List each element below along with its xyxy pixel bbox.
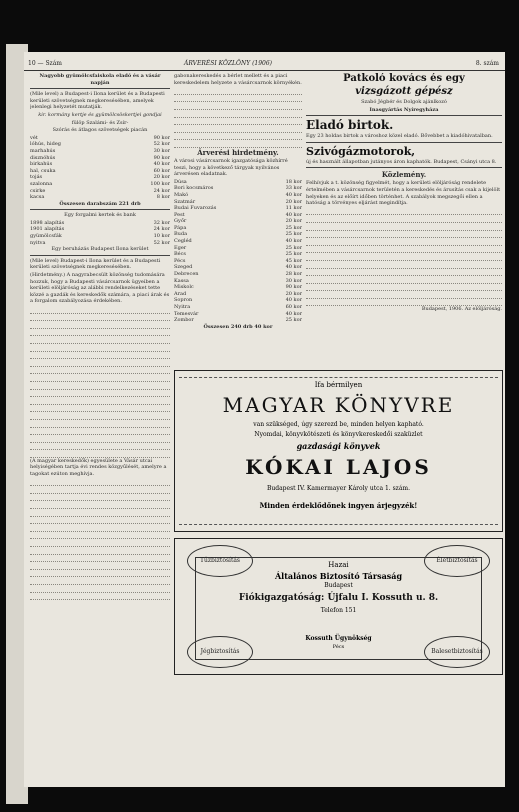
notice-title: Közlemény. <box>381 170 427 180</box>
row-value: 40 kor <box>153 161 170 168</box>
row-label: Győr <box>174 218 187 225</box>
table-row <box>30 161 170 168</box>
table-row <box>174 271 302 278</box>
corner-fire: Tűzbiztosítás <box>187 545 253 577</box>
table-row <box>174 317 302 324</box>
table-row <box>30 188 170 195</box>
row-value: 30 kor <box>153 147 170 154</box>
ad1-text: Szabó Jégbér és Dolgok ajánlkozó <box>361 99 447 105</box>
insurance-ad <box>174 538 503 675</box>
row-value: 10 kor <box>153 233 170 240</box>
row-value: 18 kor <box>285 178 302 185</box>
bank-table <box>30 220 170 246</box>
table-row <box>174 231 302 238</box>
row-label: birkahús <box>30 161 53 168</box>
left-mile: (Mile level) a Budapest-i Ilona kerület és a Budapesti kerületi szövetségnek megkeresésében, amelyek jelenlegi helyzetét mutatják. <box>30 91 165 111</box>
row-value: 60 kor <box>285 304 302 310</box>
table-row <box>174 304 302 311</box>
row-label: Sopron <box>174 297 193 304</box>
ins-footer2: Pécs <box>332 644 345 650</box>
row-value: 90 kor <box>285 284 302 291</box>
row-value: 8 kor <box>156 194 170 201</box>
row-label: Pécs <box>174 257 186 264</box>
book-ad-line1: van szükséged, úgy szerezd be, minden helyen kapható. <box>253 421 424 428</box>
issue-number: 8. szám <box>475 60 499 67</box>
table-row <box>174 205 302 212</box>
row-value: 90 kor <box>153 154 170 161</box>
book-ad-top: Ifa bérmilyen <box>314 381 363 389</box>
row-value: 40 kor <box>285 297 302 304</box>
table-row <box>174 192 302 199</box>
row-label: nyitva <box>30 239 46 246</box>
ad1-title: Patkoló kovács és egy <box>343 73 465 84</box>
row-value: 25 kor <box>285 224 302 231</box>
row-label: Buda <box>174 231 188 238</box>
ins-center-small: Budapest <box>324 582 353 589</box>
table-row <box>174 284 302 291</box>
row-label: Dúsa <box>174 178 187 185</box>
left-notice: (Hirdetmény.) A nagyrabecsült közönség tudomására hozzuk, hogy a Budapesti vásárcsarnok ügyeiben a kerületi elöljáróság az alábbi rendelkezéseket tette közzé a gazdák és kereskedők számára, a piaci árak és a forgalom szabályozása érdekében. <box>30 272 170 305</box>
row-value: 40 kor <box>285 310 302 317</box>
row-label: Miskolc <box>174 284 194 291</box>
corner-life: Életbiztosítás <box>424 545 490 577</box>
row-label: szalonna <box>30 180 53 187</box>
ad1-text2: Inasgyártás Nyíregyháza <box>369 106 439 113</box>
row-label: Zombor <box>174 317 194 324</box>
table-row <box>174 264 302 271</box>
row-value: 20 kor <box>285 218 302 225</box>
table-row <box>174 225 302 232</box>
row-value: 40 kor <box>285 211 302 218</box>
ad2-title: Eladó birtok. <box>306 118 394 133</box>
total-b: Egy beruházás Budapest Ilona kerület <box>51 246 149 253</box>
row-label: vét <box>30 134 38 141</box>
table-row <box>30 141 170 148</box>
mid-total: Összesen 240 drb 40 kor <box>203 323 273 330</box>
row-label: Makó <box>174 191 189 198</box>
row-label: Kassa <box>174 277 189 284</box>
row-value: 40 kor <box>285 238 302 245</box>
ins-center-mid: Általános Biztosító Társaság <box>274 571 403 581</box>
row-value: 52 kor <box>153 141 170 148</box>
ins-center-main: Fiókigazgatóság: Újfalu I. Kossuth u. 8. <box>238 593 439 603</box>
row-value: 11 kor <box>285 205 302 212</box>
page-number: 10 — Szám <box>28 60 62 67</box>
row-label: Pápa <box>174 224 187 231</box>
row-label: Nyitra <box>174 304 191 310</box>
row-value: 32 kor <box>153 219 170 226</box>
row-value: 40 kor <box>285 264 302 271</box>
right-column <box>306 73 502 365</box>
row-value: 20 kor <box>285 198 302 205</box>
notice-sign: Budapest, 1906. Az elöljáróság. <box>421 306 502 313</box>
row-value: 24 kor <box>153 187 170 194</box>
mid-top: gabonakereskedés a bérlet mellett és a piaci kereskedelem helyzete a vásárcsarnok környékén. <box>174 73 302 86</box>
row-value: 24 kor <box>153 226 170 233</box>
table-row <box>174 238 302 245</box>
row-label: Debrecen <box>174 271 199 278</box>
prices-sub: Szórás és átlagos szövetségek piacán <box>52 127 148 134</box>
row-label: Temesvár <box>174 310 199 317</box>
book-ad <box>174 370 503 532</box>
row-value: 45 kor <box>285 257 302 264</box>
row-label: Cegléd <box>174 238 192 245</box>
row-label: marhahús <box>30 147 56 154</box>
row-label: 1898 alapítás <box>30 219 65 226</box>
row-label: lóhús, hideg <box>30 141 61 148</box>
row-value: 40 kor <box>285 191 302 198</box>
table-row <box>174 258 302 265</box>
row-value: 90 kor <box>153 134 170 141</box>
table-row <box>174 218 302 225</box>
book-ad-line4: Budapest IV. Kamermayer Károly utca 1. szám. <box>266 485 411 492</box>
ad1-sub: vizsgázott gépész <box>355 86 453 97</box>
corner-accident: Balesetbiztosítás <box>424 636 490 668</box>
book-ad-line2: Nyomdai, könyvkötészeti és könyvkereskedői szaküzlet <box>254 431 423 438</box>
row-label: gyümölcsfák <box>30 233 62 240</box>
row-label: Bori kocsmáros <box>174 185 214 192</box>
row-value: 20 kor <box>153 174 170 181</box>
left-mile-tail: kir. kormány kertje és gyümölcsöskertjei gondjai <box>38 111 162 118</box>
row-value: 30 kor <box>285 277 302 284</box>
row-label: Budai Fuvarozás <box>174 205 217 212</box>
table-row <box>30 233 170 240</box>
row-label: csirke <box>30 187 46 194</box>
table-row <box>174 311 302 318</box>
book-ad-line3: gazdasági könyvek <box>296 441 381 451</box>
row-value: 25 kor <box>285 231 302 238</box>
row-label: disznóhús <box>30 154 56 161</box>
row-value: 52 kor <box>153 239 170 246</box>
row-label: kacsa <box>30 194 45 201</box>
row-value: 33 kor <box>285 185 302 192</box>
table-row <box>174 212 302 219</box>
ad2-text: Egy 23 holdas birtok a városhoz közel eladó. Bővebbet a kiadóhivatalban. <box>306 133 493 140</box>
ins-center-foot: Telefon 151 <box>320 607 357 614</box>
table-row <box>174 297 302 304</box>
left-legend: (Mile level) Budapest-i Ilona kerület és a Budapesti kerületi szövetségnek megkeresésében. <box>30 257 161 271</box>
row-value: 25 kor <box>285 244 302 251</box>
bank-head: Egy forgalmi kertek és bank <box>64 212 136 219</box>
ad3-title: Szivógázmotorok, <box>306 144 416 158</box>
row-value: 25 kor <box>285 317 302 324</box>
row-value: 25 kor <box>285 251 302 258</box>
table-row <box>174 185 302 192</box>
auction-table <box>174 179 302 324</box>
ins-footer: Kossuth Ügynökség <box>305 635 372 642</box>
ad3-text: új és használt állapotban jutányos áron kaphatók. Budapest, Csányi utca 8. <box>306 158 497 165</box>
row-value: 60 kor <box>153 167 170 174</box>
row-value: 28 kor <box>285 271 302 278</box>
mid-title: Árverési hirdetmény. <box>197 147 279 157</box>
row-label: tojás <box>30 174 43 181</box>
book-ad-line5: Minden érdeklődőnek ingyen árjegyzék! <box>259 501 418 510</box>
book-ad-title: MAGYAR KÖNYVRE <box>222 393 455 417</box>
paper-title: ÁRVERÉSI KÖZLÖNY (1906) <box>184 60 273 67</box>
left-title: Nagyobb gyümölcsfaiskola eladó és a vásár napján <box>39 73 161 86</box>
row-value: 100 kor <box>150 180 170 187</box>
row-label: Eger <box>174 244 187 251</box>
page-header <box>24 58 505 71</box>
row-value: 20 kor <box>285 290 302 297</box>
row-label: Bécs <box>174 251 186 258</box>
table-row <box>30 194 170 201</box>
row-label: Szeged <box>174 264 193 271</box>
table-row <box>30 174 170 181</box>
table-row <box>30 181 170 188</box>
total-a: Összesen darabszám 221 drb <box>59 200 141 207</box>
middle-column <box>174 73 302 365</box>
price-table <box>30 135 170 201</box>
ins-center-top: Hazai <box>328 561 349 569</box>
row-label: 1901 alapítás <box>30 226 65 233</box>
row-label: Pest <box>174 211 185 218</box>
prices-head: fülöp Szalámi- és Zsír- <box>71 119 129 126</box>
table-row <box>174 251 302 258</box>
table-row <box>174 278 302 285</box>
mid-intro: A városi vásárcsarnok igazgatósága közhírré teszi, hogy a következő tárgyak nyilvános árverésen eladatnak. <box>174 157 288 178</box>
left-notice-b: (A magyar kereskedők) egyesülete a Vásár utcai helyiségében tartja évi rendes közgyűlését, amelyre a tagokat ezúton meghívja. <box>30 457 167 478</box>
book-ad-name: KÓKAI LAJOS <box>245 455 432 479</box>
left-column <box>30 73 170 783</box>
corner-hail: Jégbiztosítás <box>187 636 253 668</box>
table-row <box>174 245 302 252</box>
table-row <box>174 291 302 298</box>
row-label: Arad <box>174 290 187 297</box>
table-row <box>30 168 170 175</box>
row-label: hal, csuka <box>30 167 56 174</box>
table-row <box>30 148 170 155</box>
row-label: Szatmár <box>174 198 196 205</box>
notice-text: Felhívjuk a t. közönség figyelmét, hogy a kerületi elöljáróság rendelete értelmében a vásárcsarnok területén a kereskedés és árusítás csak a kijelölt helyeken és az előírt időben történhet. A szabályok megszegői ellen a hatóság a törvényes eljárást megindítja. <box>306 180 501 207</box>
